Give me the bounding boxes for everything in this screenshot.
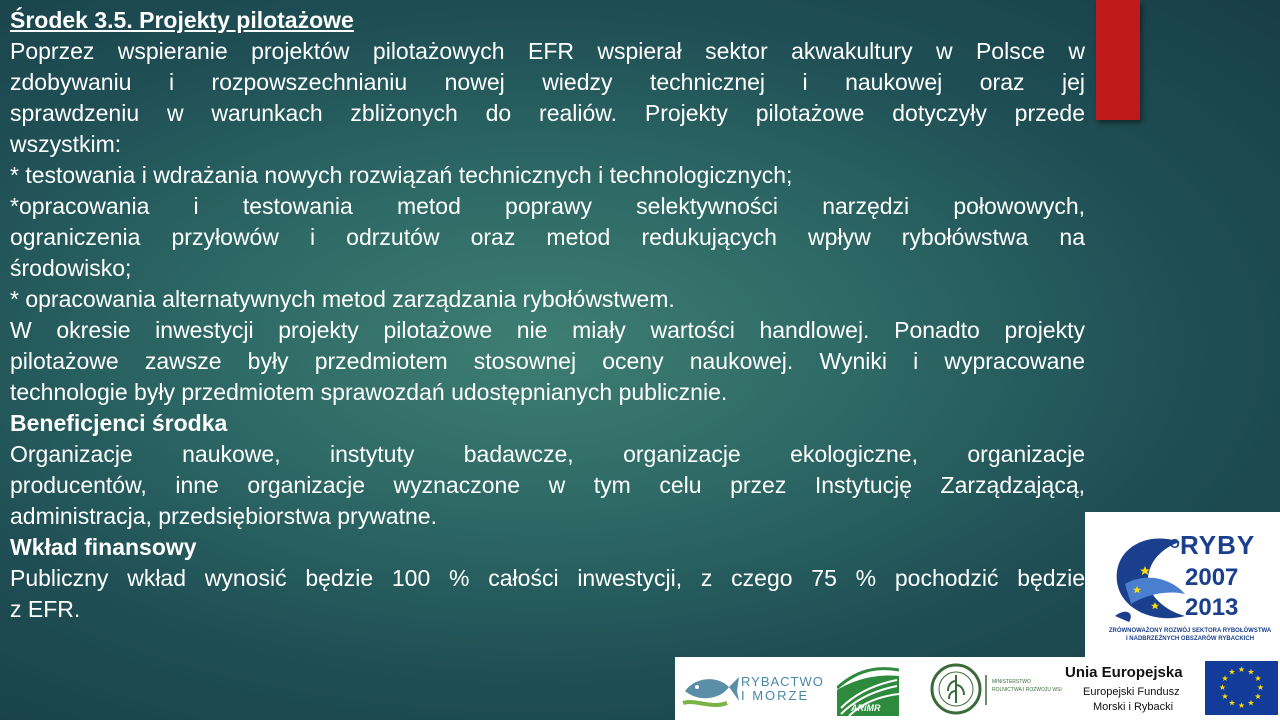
paragraph-line: wszystkim: — [10, 131, 122, 157]
rybactwo-logo-text-1: RYBACTWO — [741, 674, 824, 689]
svg-text:★: ★ — [1228, 698, 1236, 708]
red-accent-bar — [1096, 0, 1140, 120]
bullet-item-continued: ograniczenia przyłowów i odrzutów oraz metod redukujących wpływ rybołówstwa na — [10, 224, 1085, 250]
paragraph-line: W okresie inwestycji projekty pilotażowe nie miały wartości handlowej. Ponadto projekty — [10, 317, 1085, 343]
svg-text:★: ★ — [1221, 692, 1229, 701]
svg-text:★: ★ — [1247, 698, 1255, 708]
svg-text:★: ★ — [1228, 667, 1236, 677]
logo-text-ryby: RYBY — [1180, 530, 1256, 560]
section-title: Środek 3.5. Projekty pilotażowe — [10, 7, 354, 33]
ministry-text-1: MINISTERSTWO — [992, 679, 1031, 685]
svg-text:★: ★ — [1254, 692, 1262, 701]
paragraph-line: z EFR. — [10, 596, 81, 622]
paragraph-line: pilotażowe zawsze były przedmiotem stosownej oceny naukowej. Wyniki i wypracowane — [10, 348, 1085, 374]
eu-flag-icon — [1205, 661, 1278, 715]
paragraph-line: Organizacje naukowe, instytuty badawcze, organizacje ekologiczne, organizacje — [10, 441, 1085, 467]
rybactwo-logo-text-2: I MORZE — [741, 688, 810, 703]
svg-text:★: ★ — [1254, 674, 1262, 683]
bullet-item: * opracowania alternatywnych metod zarządzania rybołówstwem. — [10, 286, 675, 312]
eu-fund-name-1: Europejski Fundusz — [1083, 686, 1180, 698]
paragraph-line: zdobywaniu i rozpowszechnianiu nowej wiedzy technicznej i naukowej oraz jej — [10, 69, 1085, 95]
logo-tagline-2: I NADBRZEŻNYCH OBSZARÓW RYBACKICH — [1125, 636, 1255, 642]
logo-text-po: PO — [1161, 536, 1180, 551]
svg-text:★: ★ — [1218, 683, 1227, 692]
po-ryby-logo — [1085, 512, 1280, 657]
paragraph-line: producentów, inne organizacje wyznaczone w tym celu przez Instytucję Zarządzającą, — [10, 472, 1085, 498]
bullet-item: * testowania i wdrażania nowych rozwiązań technicznych i technologicznych; — [10, 162, 793, 188]
svg-text:★: ★ — [1237, 701, 1246, 710]
subheading-beneficiaries: Beneficjenci środka — [10, 410, 228, 436]
logo-year-start: 2007 — [1185, 564, 1239, 591]
svg-text:★: ★ — [1221, 674, 1229, 683]
sponsor-logo-strip — [675, 657, 1280, 720]
slide-body-text — [10, 5, 1085, 625]
paragraph-line: Publiczny wkład wynosić będzie 100 % całości inwestycji, z czego 75 % pochodzić będzie — [10, 565, 1085, 591]
bullet-item: *opracowania i testowania metod poprawy selektywności narzędzi połowowych, — [10, 193, 1085, 219]
logo-year-end: 2013 — [1185, 594, 1239, 621]
subheading-financing: Wkład finansowy — [10, 534, 197, 560]
svg-text:★: ★ — [1247, 667, 1255, 677]
eu-title: Unia Europejska — [1065, 664, 1183, 681]
paragraph-line: sprawdzeniu w warunkach zbliżonych do realiów. Projekty pilotażowe dotyczyły przede — [10, 100, 1085, 126]
arimr-logo-text: ARiMR — [851, 703, 881, 713]
logo-tagline-1: ZRÓWNOWAŻONY ROZWÓJ SEKTORA RYBOŁÓWSTWA — [1108, 628, 1272, 634]
bullet-item-continued: środowisko; — [10, 255, 132, 281]
eu-fund-name-2: Morski i Rybacki — [1093, 701, 1174, 713]
paragraph-line: technologie były przedmiotem sprawozdań udostępnianych publicznie. — [10, 379, 728, 405]
fish-icon — [681, 665, 741, 715]
svg-text:★: ★ — [1237, 665, 1246, 674]
paragraph-line: Poprzez wspieranie projektów pilotażowych EFR wspierał sektor akwakultury w Polsce w — [10, 38, 1085, 64]
svg-text:★: ★ — [1256, 683, 1265, 692]
ministry-text-2: ROLNICTWA I ROZWOJU WSI — [992, 687, 1062, 693]
paragraph-line: administracja, przedsiębiorstwa prywatne. — [10, 503, 437, 529]
